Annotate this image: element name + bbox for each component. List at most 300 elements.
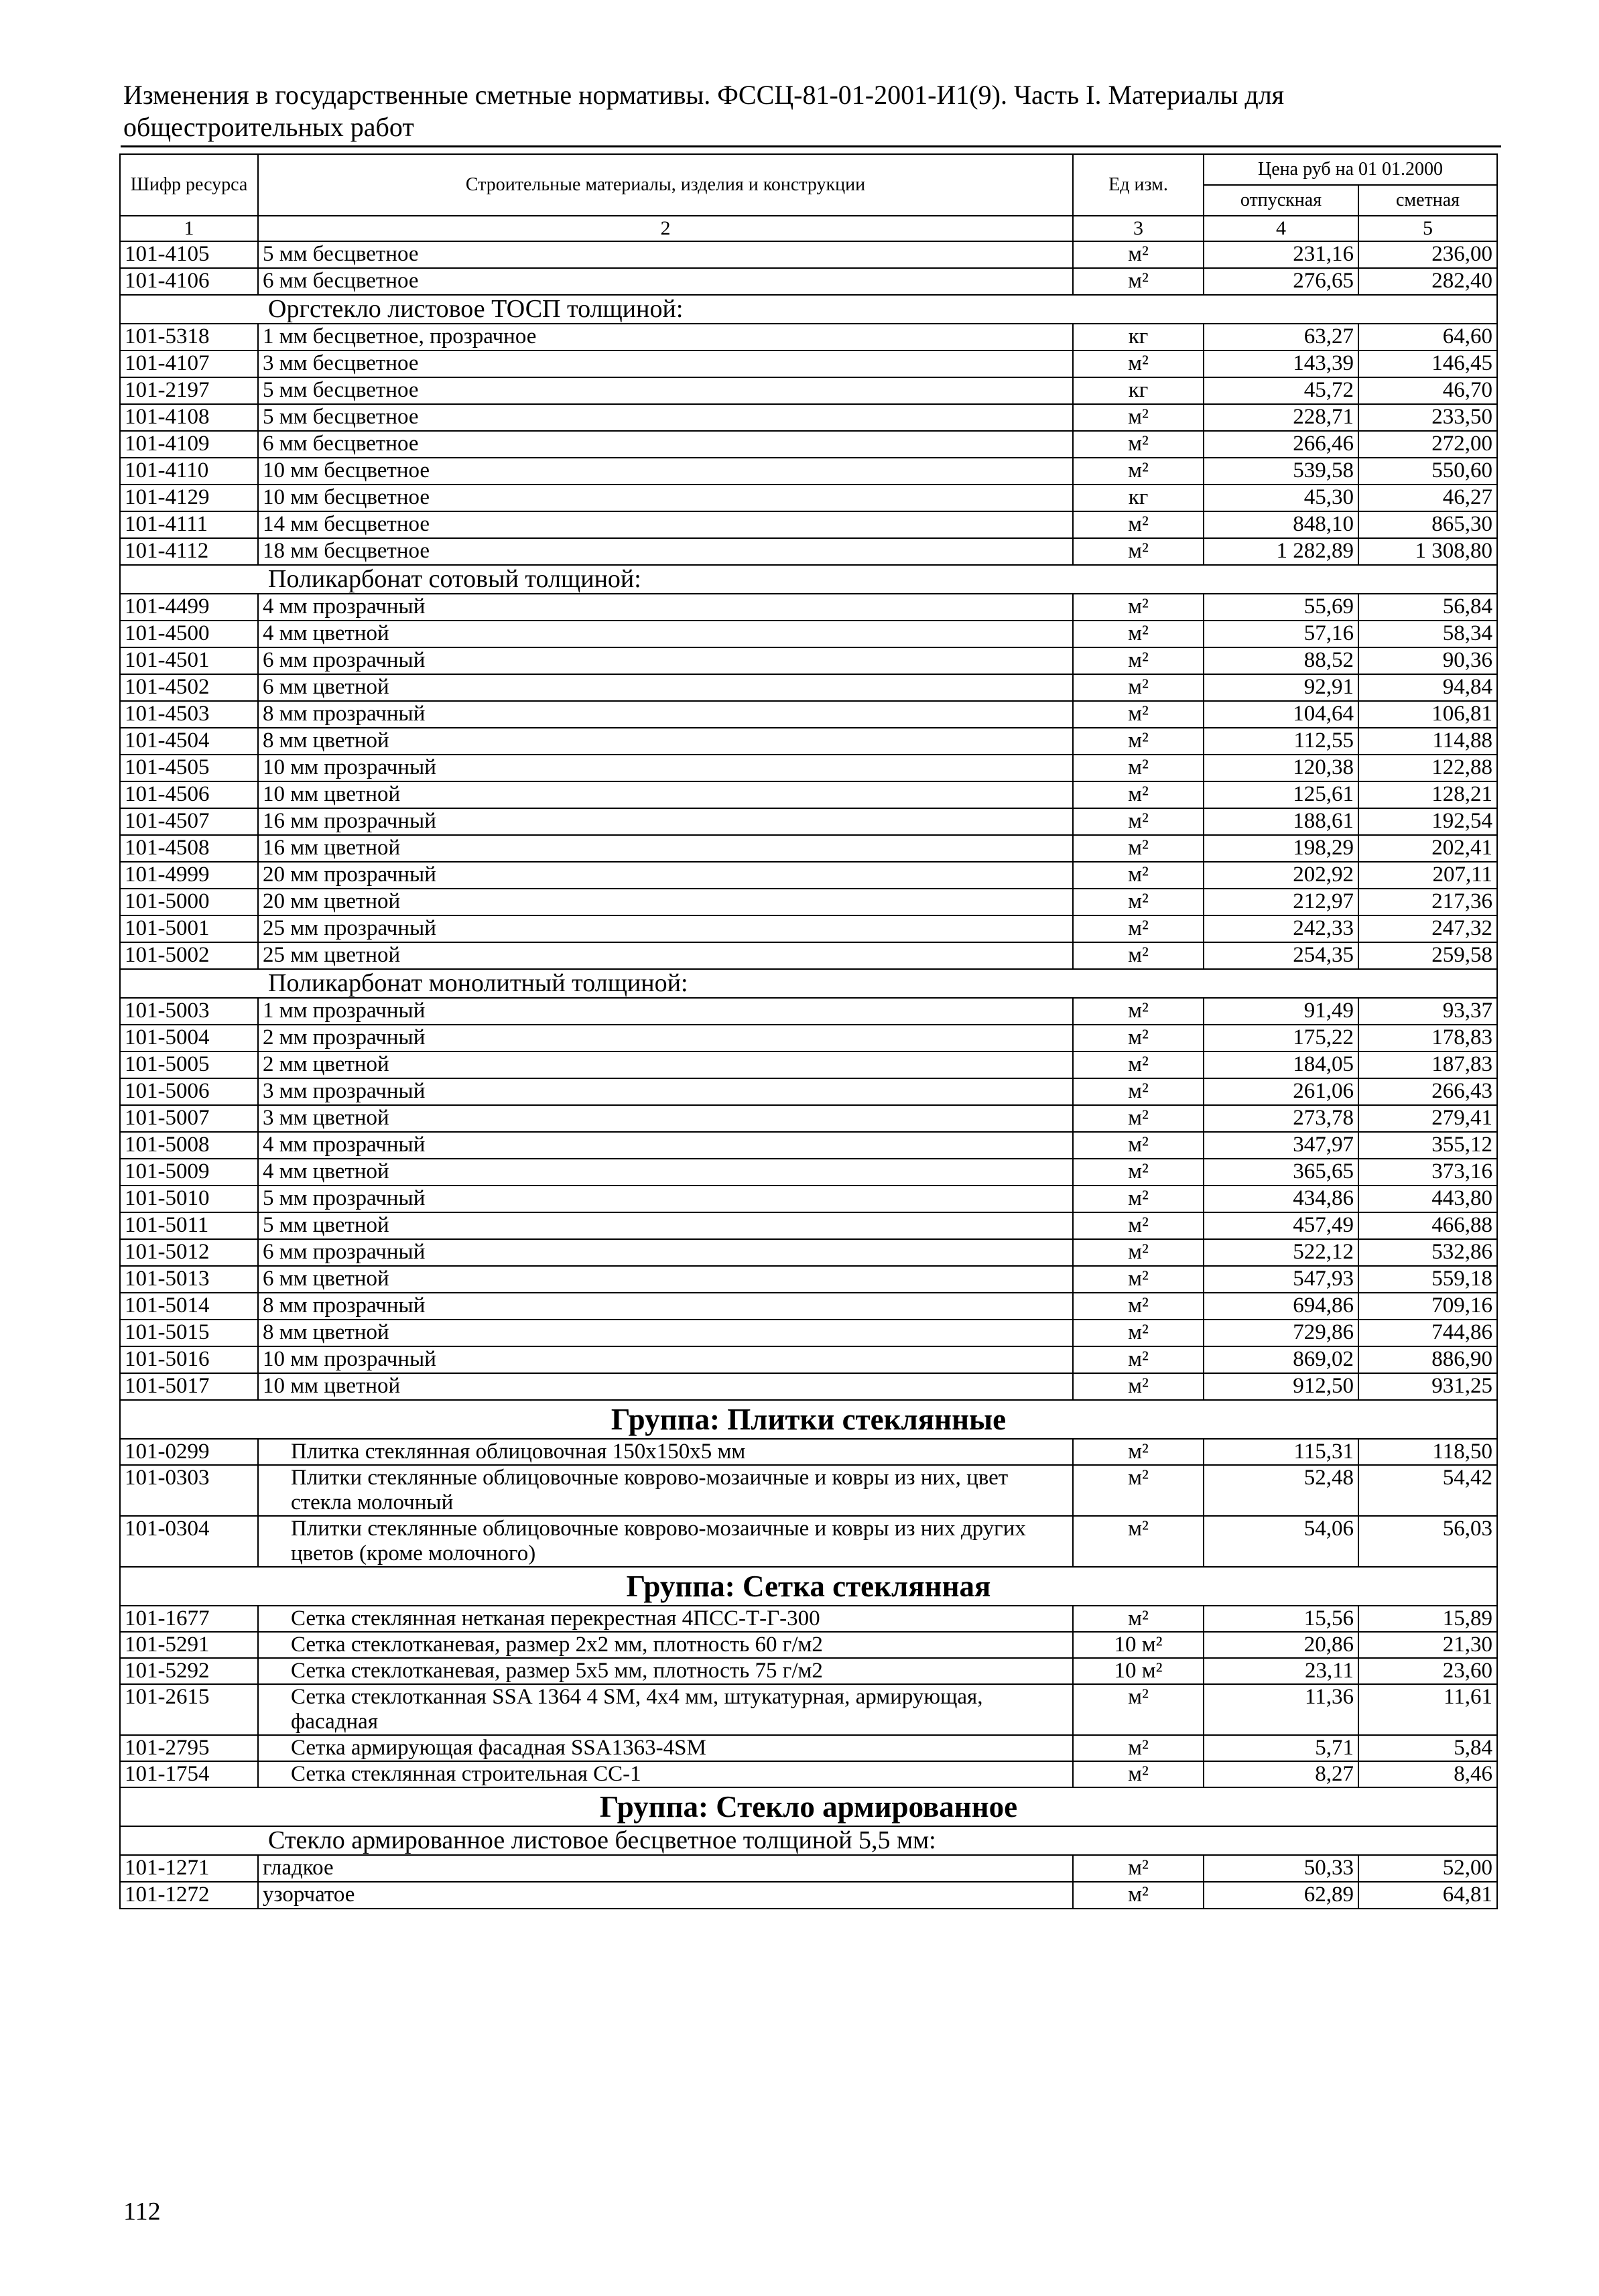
price-estimate: 865,30: [1358, 511, 1497, 538]
table-row: [120, 781, 1497, 808]
price-release: 228,71: [1204, 404, 1358, 431]
table-row: [120, 1105, 1497, 1132]
material-name: 5 мм цветной: [258, 1212, 1073, 1239]
material-name: 14 мм бесцветное: [258, 511, 1073, 538]
price-release: 694,86: [1204, 1293, 1358, 1320]
table-row: [120, 1159, 1497, 1186]
header-title-line-2: общестроительных работ: [123, 112, 414, 142]
price-estimate: 128,21: [1358, 781, 1497, 808]
material-name: 3 мм прозрачный: [258, 1078, 1073, 1105]
unit: м²: [1073, 889, 1204, 915]
unit: м²: [1073, 1105, 1204, 1132]
resource-code: 101-4110: [120, 458, 258, 485]
price-release: 8,27: [1204, 1761, 1358, 1787]
unit: м²: [1073, 1293, 1204, 1320]
resource-code: 101-5000: [120, 889, 258, 915]
price-estimate: 58,34: [1358, 621, 1497, 647]
unit: м²: [1073, 1320, 1204, 1346]
price-estimate: 233,50: [1358, 404, 1497, 431]
price-estimate: 106,81: [1358, 701, 1497, 728]
price-release: 848,10: [1204, 511, 1358, 538]
price-estimate: 550,60: [1358, 458, 1497, 485]
price-table: [119, 153, 1498, 1909]
table-row: [120, 485, 1497, 511]
resource-code: 101-5003: [120, 998, 258, 1025]
table-row: [120, 998, 1497, 1025]
price-estimate: 64,81: [1358, 1882, 1497, 1909]
resource-code: 101-4504: [120, 728, 258, 755]
resource-code: 101-5010: [120, 1186, 258, 1212]
unit: м²: [1073, 998, 1204, 1025]
resource-code: 101-5017: [120, 1373, 258, 1400]
unit: м²: [1073, 835, 1204, 862]
price-release: 125,61: [1204, 781, 1358, 808]
material-name: Плитка стеклянная облицовочная 150х150х5 мм: [258, 1439, 1073, 1465]
column-number: 2: [258, 216, 1073, 241]
resource-code: 101-5292: [120, 1658, 258, 1684]
price-release: 62,89: [1204, 1882, 1358, 1909]
resource-code: 101-4129: [120, 485, 258, 511]
price-release: 547,93: [1204, 1266, 1358, 1293]
price-release: 175,22: [1204, 1025, 1358, 1051]
price-release: 112,55: [1204, 728, 1358, 755]
unit: м²: [1073, 915, 1204, 942]
table-row: [120, 1632, 1497, 1658]
table-row: [120, 1051, 1497, 1078]
price-release: 869,02: [1204, 1346, 1358, 1373]
price-release: 120,38: [1204, 755, 1358, 781]
price-estimate: 259,58: [1358, 942, 1497, 969]
material-name: 6 мм бесцветное: [258, 268, 1073, 295]
price-estimate: 279,41: [1358, 1105, 1497, 1132]
resource-code: 101-5009: [120, 1159, 258, 1186]
table-row: [120, 647, 1497, 674]
table-row: [120, 728, 1497, 755]
unit: м²: [1073, 755, 1204, 781]
price-release: 45,30: [1204, 485, 1358, 511]
unit: м²: [1073, 1239, 1204, 1266]
table-row: [120, 942, 1497, 969]
unit: м²: [1073, 701, 1204, 728]
price-release: 212,97: [1204, 889, 1358, 915]
price-estimate: 466,88: [1358, 1212, 1497, 1239]
resource-code: 101-4508: [120, 835, 258, 862]
header-rule: [121, 145, 1501, 147]
resource-code: 101-4112: [120, 538, 258, 565]
table-row: [120, 889, 1497, 915]
material-name: 4 мм прозрачный: [258, 594, 1073, 621]
resource-code: 101-5007: [120, 1105, 258, 1132]
unit: м²: [1073, 241, 1204, 268]
price-release: 143,39: [1204, 350, 1358, 377]
table-row: [120, 674, 1497, 701]
table-row: [120, 1186, 1497, 1212]
resource-code: 101-4500: [120, 621, 258, 647]
subsection-heading: Оргстекло листовое ТОСП толщиной:: [120, 295, 1497, 324]
table-row: [120, 808, 1497, 835]
unit: м²: [1073, 728, 1204, 755]
price-release: 434,86: [1204, 1186, 1358, 1212]
table-row: [120, 538, 1497, 565]
unit: м²: [1073, 1735, 1204, 1761]
unit: м²: [1073, 647, 1204, 674]
unit: 10 м²: [1073, 1632, 1204, 1658]
price-estimate: 118,50: [1358, 1439, 1497, 1465]
price-estimate: 46,27: [1358, 485, 1497, 511]
price-estimate: 282,40: [1358, 268, 1497, 295]
material-name: 25 мм цветной: [258, 942, 1073, 969]
price-release: 276,65: [1204, 268, 1358, 295]
unit: м²: [1073, 1346, 1204, 1373]
price-release: 266,46: [1204, 431, 1358, 458]
price-estimate: 90,36: [1358, 647, 1497, 674]
price-release: 522,12: [1204, 1239, 1358, 1266]
material-name: 6 мм прозрачный: [258, 647, 1073, 674]
unit: м²: [1073, 594, 1204, 621]
price-release: 184,05: [1204, 1051, 1358, 1078]
column-header-name: Строительные материалы, изделия и конструкции: [258, 154, 1073, 216]
material-name: 3 мм цветной: [258, 1105, 1073, 1132]
unit: м²: [1073, 808, 1204, 835]
table-row: [120, 1025, 1497, 1051]
price-estimate: 178,83: [1358, 1025, 1497, 1051]
price-estimate: 94,84: [1358, 674, 1497, 701]
column-number: 1: [120, 216, 258, 241]
resource-code: 101-5011: [120, 1212, 258, 1239]
price-estimate: 5,84: [1358, 1735, 1497, 1761]
column-number: 4: [1204, 216, 1358, 241]
material-name: 1 мм бесцветное, прозрачное: [258, 324, 1073, 350]
unit: м²: [1073, 781, 1204, 808]
table-row: [120, 268, 1497, 295]
material-name: 8 мм цветной: [258, 1320, 1073, 1346]
resource-code: 101-4507: [120, 808, 258, 835]
table-row: [120, 1212, 1497, 1239]
resource-code: 101-2197: [120, 377, 258, 404]
resource-code: 101-5002: [120, 942, 258, 969]
table-row: [120, 1761, 1497, 1787]
table-row: [120, 377, 1497, 404]
unit: м²: [1073, 511, 1204, 538]
material-name: 20 мм прозрачный: [258, 862, 1073, 889]
unit: м²: [1073, 1078, 1204, 1105]
resource-code: 101-0303: [120, 1465, 258, 1516]
price-estimate: 21,30: [1358, 1632, 1497, 1658]
table-row: [120, 1735, 1497, 1761]
material-name: 6 мм бесцветное: [258, 431, 1073, 458]
resource-code: 101-4505: [120, 755, 258, 781]
price-release: 242,33: [1204, 915, 1358, 942]
price-release: 729,86: [1204, 1320, 1358, 1346]
price-release: 1 282,89: [1204, 538, 1358, 565]
resource-code: 101-4502: [120, 674, 258, 701]
unit: м²: [1073, 1159, 1204, 1186]
material-name: 10 мм прозрачный: [258, 755, 1073, 781]
table-row: [120, 1293, 1497, 1320]
resource-code: 101-4111: [120, 511, 258, 538]
resource-code: 101-0299: [120, 1439, 258, 1465]
price-estimate: 15,89: [1358, 1606, 1497, 1632]
table-row: [120, 1346, 1497, 1373]
subsection-heading: Поликарбонат сотовый толщиной:: [120, 565, 1497, 594]
column-number: 3: [1073, 216, 1204, 241]
material-name: 4 мм цветной: [258, 621, 1073, 647]
table-row: [120, 1132, 1497, 1159]
material-name: 2 мм цветной: [258, 1051, 1073, 1078]
material-name: гладкое: [258, 1855, 1073, 1882]
material-name: 10 мм бесцветное: [258, 458, 1073, 485]
table-row: [120, 1078, 1497, 1105]
price-estimate: 114,88: [1358, 728, 1497, 755]
resource-code: 101-5001: [120, 915, 258, 942]
resource-code: 101-4999: [120, 862, 258, 889]
table-row: [120, 701, 1497, 728]
material-name: 20 мм цветной: [258, 889, 1073, 915]
resource-code: 101-4501: [120, 647, 258, 674]
price-estimate: 46,70: [1358, 377, 1497, 404]
material-name: 5 мм бесцветное: [258, 404, 1073, 431]
material-name: 6 мм цветной: [258, 1266, 1073, 1293]
resource-code: 101-5004: [120, 1025, 258, 1051]
column-number-row: [120, 216, 1497, 241]
table-row: [120, 835, 1497, 862]
price-estimate: 8,46: [1358, 1761, 1497, 1787]
unit: м²: [1073, 1516, 1204, 1567]
unit: м²: [1073, 1186, 1204, 1212]
group-heading: Группа: Стекло армированное: [120, 1787, 1497, 1826]
unit: м²: [1073, 862, 1204, 889]
price-estimate: 744,86: [1358, 1320, 1497, 1346]
table-row: [120, 324, 1497, 350]
column-header-price: Цена руб на 01 01.2000: [1204, 154, 1497, 185]
table-row: [120, 594, 1497, 621]
price-estimate: 266,43: [1358, 1078, 1497, 1105]
price-estimate: 247,32: [1358, 915, 1497, 942]
price-release: 539,58: [1204, 458, 1358, 485]
price-release: 115,31: [1204, 1439, 1358, 1465]
price-release: 92,91: [1204, 674, 1358, 701]
column-header-price-estimate: сметная: [1358, 185, 1497, 216]
unit: м²: [1073, 1882, 1204, 1909]
subsection-heading-row: [120, 1826, 1497, 1855]
material-name: Сетка стеклянная нетканая перекрестная 4ПСС-Т-Г-300: [258, 1606, 1073, 1632]
price-estimate: 192,54: [1358, 808, 1497, 835]
unit: м²: [1073, 1266, 1204, 1293]
unit: м²: [1073, 942, 1204, 969]
material-name: 3 мм бесцветное: [258, 350, 1073, 377]
resource-code: 101-0304: [120, 1516, 258, 1567]
unit: м²: [1073, 404, 1204, 431]
material-name: 8 мм цветной: [258, 728, 1073, 755]
material-name: 16 мм прозрачный: [258, 808, 1073, 835]
unit: м²: [1073, 1051, 1204, 1078]
resource-code: 101-4107: [120, 350, 258, 377]
price-estimate: 1 308,80: [1358, 538, 1497, 565]
price-estimate: 11,61: [1358, 1684, 1497, 1735]
price-release: 347,97: [1204, 1132, 1358, 1159]
table-row: [120, 1658, 1497, 1684]
unit: м²: [1073, 1606, 1204, 1632]
material-name: 5 мм бесцветное: [258, 377, 1073, 404]
subsection-heading-row: [120, 565, 1497, 594]
price-estimate: 886,90: [1358, 1346, 1497, 1373]
material-name: Плитки стеклянные облицовочные коврово-мозаичные и ковры из них, цвет стекла молочный: [258, 1465, 1073, 1516]
resource-code: 101-2795: [120, 1735, 258, 1761]
material-name: 5 мм прозрачный: [258, 1186, 1073, 1212]
price-release: 20,86: [1204, 1632, 1358, 1658]
material-name: 1 мм прозрачный: [258, 998, 1073, 1025]
price-estimate: 202,41: [1358, 835, 1497, 862]
table-row: [120, 1684, 1497, 1735]
price-estimate: 122,88: [1358, 755, 1497, 781]
material-name: 5 мм бесцветное: [258, 241, 1073, 268]
unit: кг: [1073, 485, 1204, 511]
price-estimate: 23,60: [1358, 1658, 1497, 1684]
table-row: [120, 1516, 1497, 1567]
material-name: 16 мм цветной: [258, 835, 1073, 862]
table-row: [120, 404, 1497, 431]
resource-code: 101-5015: [120, 1320, 258, 1346]
group-heading: Группа: Сетка стеклянная: [120, 1567, 1497, 1606]
material-name: 6 мм цветной: [258, 674, 1073, 701]
resource-code: 101-1271: [120, 1855, 258, 1882]
resource-code: 101-5008: [120, 1132, 258, 1159]
table-row: [120, 431, 1497, 458]
price-release: 54,06: [1204, 1516, 1358, 1567]
unit: м²: [1073, 1373, 1204, 1400]
price-estimate: 443,80: [1358, 1186, 1497, 1212]
unit: кг: [1073, 324, 1204, 350]
group-heading: Группа: Плитки стеклянные: [120, 1400, 1497, 1439]
price-release: 91,49: [1204, 998, 1358, 1025]
price-estimate: 54,42: [1358, 1465, 1497, 1516]
price-release: 188,61: [1204, 808, 1358, 835]
material-name: 2 мм прозрачный: [258, 1025, 1073, 1051]
unit: м²: [1073, 458, 1204, 485]
price-estimate: 236,00: [1358, 241, 1497, 268]
price-estimate: 93,37: [1358, 998, 1497, 1025]
price-estimate: 559,18: [1358, 1266, 1497, 1293]
price-estimate: 146,45: [1358, 350, 1497, 377]
material-name: 10 мм бесцветное: [258, 485, 1073, 511]
resource-code: 101-4108: [120, 404, 258, 431]
price-estimate: 187,83: [1358, 1051, 1497, 1078]
resource-code: 101-4503: [120, 701, 258, 728]
resource-code: 101-5005: [120, 1051, 258, 1078]
table-row: [120, 862, 1497, 889]
price-release: 63,27: [1204, 324, 1358, 350]
unit: м²: [1073, 1212, 1204, 1239]
resource-code: 101-5014: [120, 1293, 258, 1320]
resource-code: 101-5318: [120, 324, 258, 350]
table-row: [120, 1266, 1497, 1293]
unit: м²: [1073, 268, 1204, 295]
resource-code: 101-4499: [120, 594, 258, 621]
unit: м²: [1073, 621, 1204, 647]
table-row: [120, 1439, 1497, 1465]
price-release: 52,48: [1204, 1465, 1358, 1516]
unit: м²: [1073, 1132, 1204, 1159]
price-release: 202,92: [1204, 862, 1358, 889]
price-release: 231,16: [1204, 241, 1358, 268]
table-row: [120, 458, 1497, 485]
price-release: 254,35: [1204, 942, 1358, 969]
resource-code: 101-4506: [120, 781, 258, 808]
price-release: 365,65: [1204, 1159, 1358, 1186]
price-release: 15,56: [1204, 1606, 1358, 1632]
group-heading-row: [120, 1400, 1497, 1439]
material-name: 18 мм бесцветное: [258, 538, 1073, 565]
price-estimate: 56,84: [1358, 594, 1497, 621]
resource-code: 101-1754: [120, 1761, 258, 1787]
resource-code: 101-5013: [120, 1266, 258, 1293]
subsection-heading: Поликарбонат монолитный толщиной:: [120, 969, 1497, 998]
unit: м²: [1073, 674, 1204, 701]
material-name: Сетка стеклотканевая, размер 5х5 мм, плотность 75 г/м2: [258, 1658, 1073, 1684]
unit: м²: [1073, 350, 1204, 377]
unit: м²: [1073, 1761, 1204, 1787]
subsection-heading: Стекло армированное листовое бесцветное толщиной 5,5 мм:: [120, 1826, 1497, 1855]
material-name: 4 мм прозрачный: [258, 1132, 1073, 1159]
group-heading-row: [120, 1567, 1497, 1606]
material-name: 10 мм цветной: [258, 781, 1073, 808]
material-name: Плитки стеклянные облицовочные коврово-мозаичные и ковры из них других цветов (кроме молочного): [258, 1516, 1073, 1567]
price-release: 88,52: [1204, 647, 1358, 674]
price-estimate: 64,60: [1358, 324, 1497, 350]
price-release: 198,29: [1204, 835, 1358, 862]
material-name: Сетка стеклянная строительная СС-1: [258, 1761, 1073, 1787]
unit: м²: [1073, 1465, 1204, 1516]
price-release: 50,33: [1204, 1855, 1358, 1882]
subsection-heading-row: [120, 969, 1497, 998]
table-row: [120, 621, 1497, 647]
material-name: 8 мм прозрачный: [258, 1293, 1073, 1320]
table-row: [120, 1882, 1497, 1909]
table-row: [120, 915, 1497, 942]
table-row: [120, 511, 1497, 538]
subsection-heading-row: [120, 295, 1497, 324]
header-title-line-1: Изменения в государственные сметные нормативы. ФССЦ-81-01-2001-И1(9). Часть I. Материалы для: [123, 80, 1285, 110]
material-name: Сетка стеклотканная SSA 1364 4 SM, 4х4 мм, штукатурная, армирующая, фасадная: [258, 1684, 1073, 1735]
table-row: [120, 1465, 1497, 1516]
column-header-unit: Ед изм.: [1073, 154, 1204, 216]
group-heading-row: [120, 1787, 1497, 1826]
table-row: [120, 350, 1497, 377]
table-row: [120, 1320, 1497, 1346]
resource-code: 101-5016: [120, 1346, 258, 1373]
price-release: 104,64: [1204, 701, 1358, 728]
table-row: [120, 241, 1497, 268]
price-release: 261,06: [1204, 1078, 1358, 1105]
price-release: 5,71: [1204, 1735, 1358, 1761]
column-header-price-release: отпускная: [1204, 185, 1358, 216]
price-release: 57,16: [1204, 621, 1358, 647]
unit: м²: [1073, 431, 1204, 458]
unit: 10 м²: [1073, 1658, 1204, 1684]
material-name: 25 мм прозрачный: [258, 915, 1073, 942]
price-release: 55,69: [1204, 594, 1358, 621]
table-row: [120, 1373, 1497, 1400]
unit: м²: [1073, 1439, 1204, 1465]
resource-code: 101-1677: [120, 1606, 258, 1632]
price-estimate: 931,25: [1358, 1373, 1497, 1400]
price-estimate: 373,16: [1358, 1159, 1497, 1186]
unit: кг: [1073, 377, 1204, 404]
price-release: 45,72: [1204, 377, 1358, 404]
price-estimate: 56,03: [1358, 1516, 1497, 1567]
table-row: [120, 755, 1497, 781]
price-release: 11,36: [1204, 1684, 1358, 1735]
